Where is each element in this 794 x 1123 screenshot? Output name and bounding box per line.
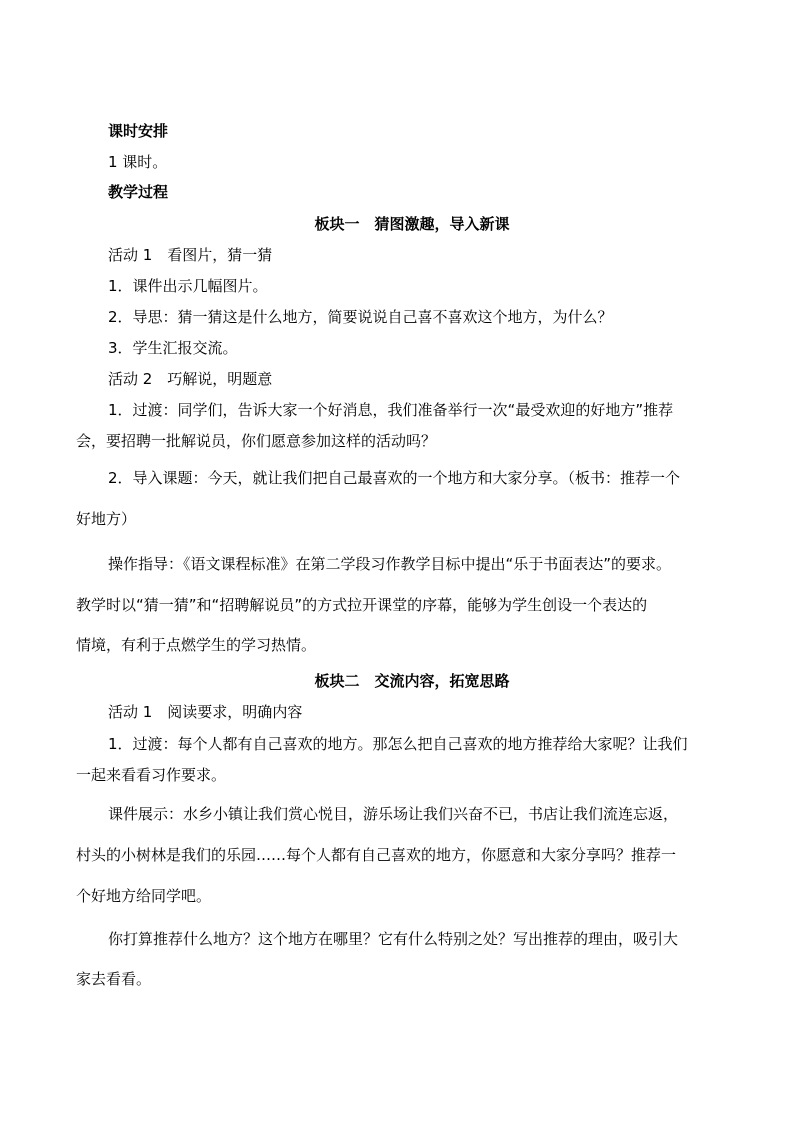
block2-title: 板块二 交流内容，拓宽思路 <box>314 672 510 690</box>
block2-courseware-line3: 个好地方给同学吧。 <box>76 887 212 905</box>
schedule-text: 1 课时。 <box>108 153 168 171</box>
block2-prompt-line2: 家去看看。 <box>76 970 152 988</box>
block1-guidance-line3: 情境，有利于点燃学生的学习热情。 <box>76 636 317 654</box>
block1-activity1-step1: 1．课件出示几幅图片。 <box>108 277 268 295</box>
block1-guidance-line1: 操作指导：《语文课程标准》在第二学段习作教学目标中提出“乐于书面表达”的要求。 <box>108 555 672 573</box>
block1-activity2-step2-line2: 好地方） <box>76 510 137 528</box>
block1-activity2-step1-line1: 1．过渡：同学们，告诉大家一个好消息，我们准备举行一次“最受欢迎的好地方”推荐 <box>108 401 674 419</box>
block1-activity2-title: 活动 2 巧解说，明题意 <box>108 370 273 388</box>
block2-courseware-line2: 村头的小树林是我们的乐园……每个人都有自己喜欢的地方，你愿意和大家分享吗？推荐一 <box>76 846 677 864</box>
block1-guidance-line2: 教学时以“猜一猜”和“招聘解说员”的方式拉开课堂的序幕，能够为学生创设一个表达的 <box>76 596 648 614</box>
block2-prompt-line1: 你打算推荐什么地方？这个地方在哪里？它有什么特别之处？写出推荐的理由，吸引大 <box>108 930 679 948</box>
block2-activity1-step1-line1: 1．过渡：每个人都有自己喜欢的地方。那怎么把自己喜欢的地方推荐给大家呢？让我们 <box>108 735 688 753</box>
block1-activity1-step2: 2．导思：猜一猜这是什么地方，简要说说自己喜不喜欢这个地方，为什么？ <box>108 308 613 326</box>
block1-activity1-title: 活动 1 看图片，猜一猜 <box>108 246 273 264</box>
process-heading: 教学过程 <box>108 183 169 201</box>
block1-title: 板块一 猜图激趣，导入新课 <box>314 215 510 233</box>
block2-activity1-title: 活动 1 阅读要求，明确内容 <box>108 703 303 721</box>
schedule-heading: 课时安排 <box>108 122 169 140</box>
block2-courseware-line1: 课件展示：水乡小镇让我们赏心悦目，游乐场让我们兴奋不已，书店让我们流连忘返， <box>108 805 679 823</box>
block1-activity1-step3: 3．学生汇报交流。 <box>108 339 238 357</box>
block1-activity2-step2-line1: 2．导入课题：今天，就让我们把自己最喜欢的一个地方和大家分享。（板书：推荐一个 <box>108 469 681 487</box>
block2-activity1-step1-line2: 一起来看看习作要求。 <box>76 766 227 784</box>
block1-activity2-step1-line2: 会，要招聘一批解说员，你们愿意参加这样的活动吗？ <box>76 432 437 450</box>
